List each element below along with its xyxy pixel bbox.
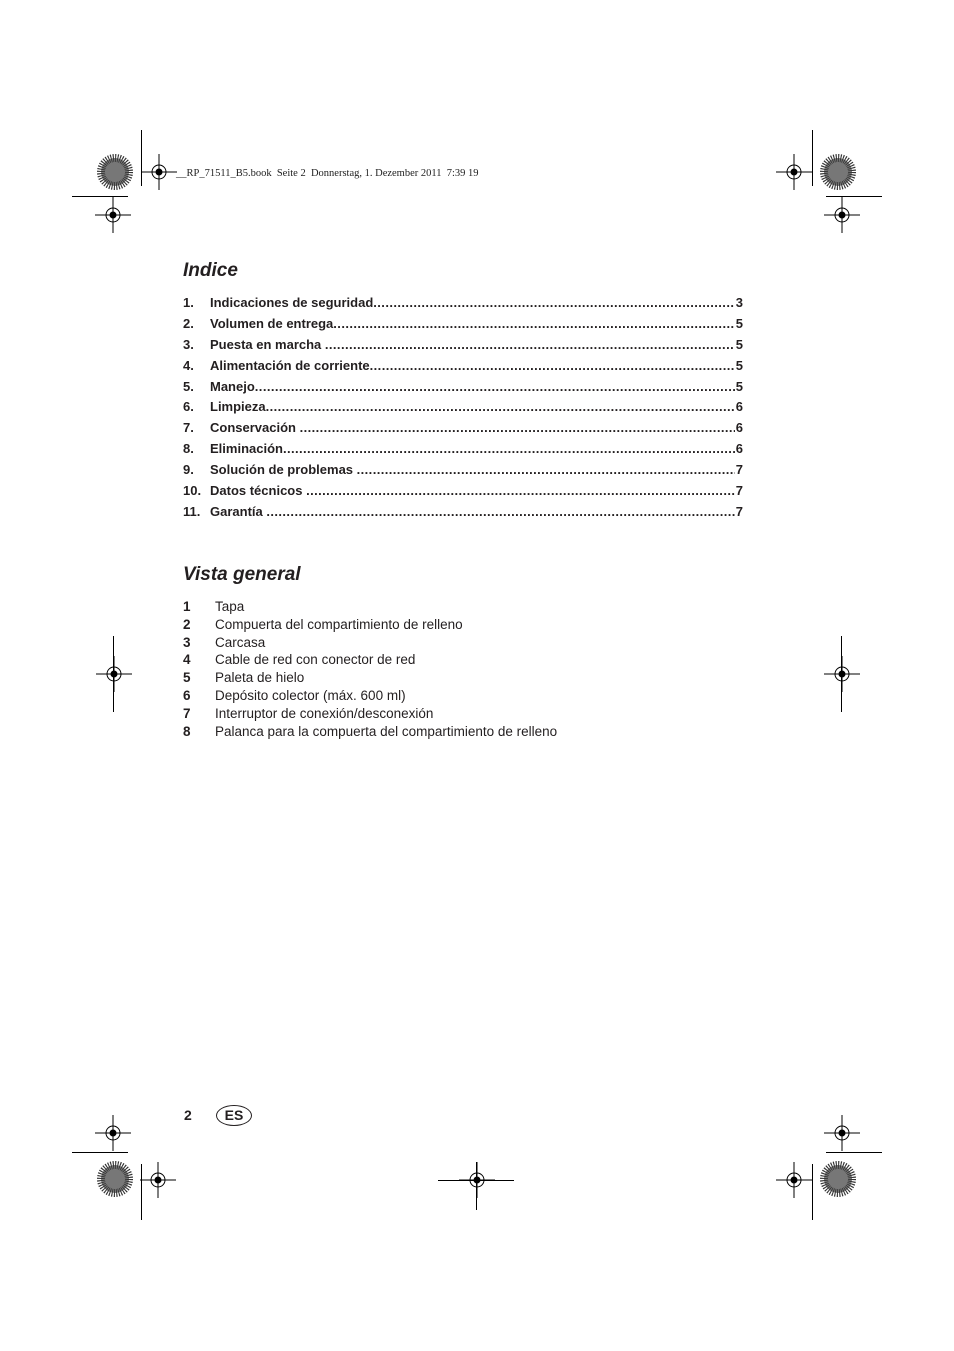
list-item [183, 617, 743, 635]
toc-entry-number: 9. [183, 462, 194, 478]
toc-entry-page: 6 [735, 420, 743, 436]
toc-entry[interactable] [183, 462, 743, 483]
toc-entry-page: 3 [735, 295, 743, 310]
toc-entry-number: 6. [183, 399, 194, 415]
part-number: 2 [183, 616, 191, 632]
language-badge: ES [216, 1105, 252, 1126]
dot-leader [333, 316, 734, 331]
dot-leader [357, 462, 735, 477]
toc-entry[interactable] [183, 358, 743, 379]
toc-entry-title: Limpieza [210, 399, 266, 415]
toc-entry-page: 6 [735, 399, 743, 415]
crop-line [72, 1152, 128, 1153]
part-label: Carcasa [215, 634, 266, 650]
crosshair-mark-icon [95, 1115, 131, 1151]
crop-line [72, 196, 128, 197]
dot-leader [370, 358, 735, 373]
toc-entry[interactable] [183, 379, 743, 400]
toc-entry-title: Eliminación [210, 441, 283, 457]
list-item [183, 688, 743, 706]
crosshair-mark-icon [776, 1162, 812, 1198]
toc-entry-number: 10. [183, 483, 202, 499]
part-label: Compuerta del compartimiento de relleno [215, 616, 463, 632]
part-number: 4 [183, 652, 191, 668]
toc-entry-title: Garantía [210, 503, 267, 519]
toc-entry-number: 8. [183, 441, 194, 457]
toc-entry-page: 7 [735, 503, 743, 519]
crosshair-mark-icon [776, 154, 812, 190]
crop-line [113, 636, 114, 712]
part-number: 8 [183, 723, 191, 739]
crosshair-mark-icon [824, 656, 860, 692]
toc-entry-number: 11. [183, 503, 201, 519]
toc-entry-title: Datos técnicos [210, 483, 307, 499]
crop-line [812, 130, 813, 186]
table-of-contents [183, 295, 743, 525]
toc-entry[interactable] [183, 399, 743, 420]
crop-line [826, 196, 882, 197]
dot-leader [283, 441, 735, 456]
dot-leader [373, 295, 734, 310]
color-registration-wheel-icon [820, 1161, 856, 1197]
crosshair-mark-icon [141, 154, 177, 190]
toc-entry-page: 7 [735, 462, 743, 478]
crop-line [476, 1162, 477, 1210]
color-registration-wheel-icon [97, 154, 133, 190]
dot-leader [266, 504, 734, 519]
toc-entry-page: 6 [735, 441, 743, 457]
list-item [183, 724, 743, 742]
toc-entry-number: 1. [183, 295, 194, 310]
part-label: Cable de red con conector de red [215, 652, 416, 668]
part-label: Interruptor de conexión/desconexión [215, 705, 434, 721]
toc-entry-number: 5. [183, 378, 194, 394]
print-slug: __RP_71511_B5.book Seite 2 Donnerstag, 1. Dezember 2011 7:39 19 [176, 168, 479, 179]
toc-entry-title: Alimentación de corriente [210, 357, 370, 373]
dot-leader [266, 399, 735, 414]
toc-entry-page: 5 [735, 336, 743, 352]
toc-entry[interactable] [183, 420, 743, 441]
toc-entry[interactable] [183, 316, 743, 337]
color-registration-wheel-icon [820, 154, 856, 190]
toc-entry-page: 7 [735, 483, 743, 499]
part-number: 5 [183, 670, 191, 686]
crosshair-mark-icon [824, 1115, 860, 1151]
crop-line [826, 1152, 882, 1153]
toc-entry-page: 5 [735, 357, 743, 373]
crop-line [141, 130, 142, 186]
crosshair-mark-icon [824, 197, 860, 233]
crop-line [438, 1180, 514, 1181]
toc-entry-number: 7. [183, 420, 194, 436]
list-item [183, 670, 743, 688]
part-label: Tapa [215, 599, 245, 614]
list-item [183, 652, 743, 670]
toc-entry-title: Conservación [210, 420, 300, 436]
dot-leader [325, 337, 735, 352]
part-number: 1 [183, 599, 191, 614]
toc-entry[interactable] [183, 504, 743, 525]
part-label: Depósito colector (máx. 600 ml) [215, 687, 406, 703]
toc-entry-page: 5 [735, 315, 743, 331]
toc-entry[interactable] [183, 337, 743, 358]
crop-line [141, 1164, 142, 1220]
list-item [183, 599, 743, 617]
list-item [183, 635, 743, 653]
toc-entry-number: 4. [183, 357, 194, 373]
toc-entry-title: Volumen de entrega [210, 315, 334, 331]
color-registration-wheel-icon [97, 1161, 133, 1197]
list-item [183, 706, 743, 724]
toc-entry-title: Solución de problemas [210, 462, 357, 478]
dot-leader [255, 379, 735, 394]
toc-entry-number: 3. [183, 336, 194, 352]
toc-entry-number: 2. [183, 315, 194, 331]
toc-entry-title: Manejo [210, 378, 255, 394]
toc-entry[interactable] [183, 295, 743, 316]
dot-leader [306, 483, 735, 498]
dot-leader [300, 420, 735, 435]
table-of-contents-heading: Indice [183, 260, 238, 281]
toc-entry-title: Indicaciones de seguridad [210, 295, 374, 310]
toc-entry-title: Puesta en marcha [210, 336, 325, 352]
part-label: Paleta de hielo [215, 670, 305, 686]
parts-list [183, 599, 743, 741]
part-number: 7 [183, 705, 191, 721]
toc-entry[interactable] [183, 441, 743, 462]
page-number: 2 [184, 1107, 192, 1123]
crosshair-mark-icon [95, 197, 131, 233]
part-label: Palanca para la compuerta del compartimiento de relleno [215, 723, 558, 739]
overview-heading: Vista general [183, 564, 301, 585]
toc-entry-page: 5 [735, 378, 743, 394]
crop-line [812, 1164, 813, 1220]
crosshair-mark-icon [140, 1162, 176, 1198]
toc-entry[interactable] [183, 483, 743, 504]
crosshair-mark-icon [96, 656, 132, 692]
crop-line [841, 636, 842, 712]
part-number: 3 [183, 634, 191, 650]
part-number: 6 [183, 687, 191, 703]
